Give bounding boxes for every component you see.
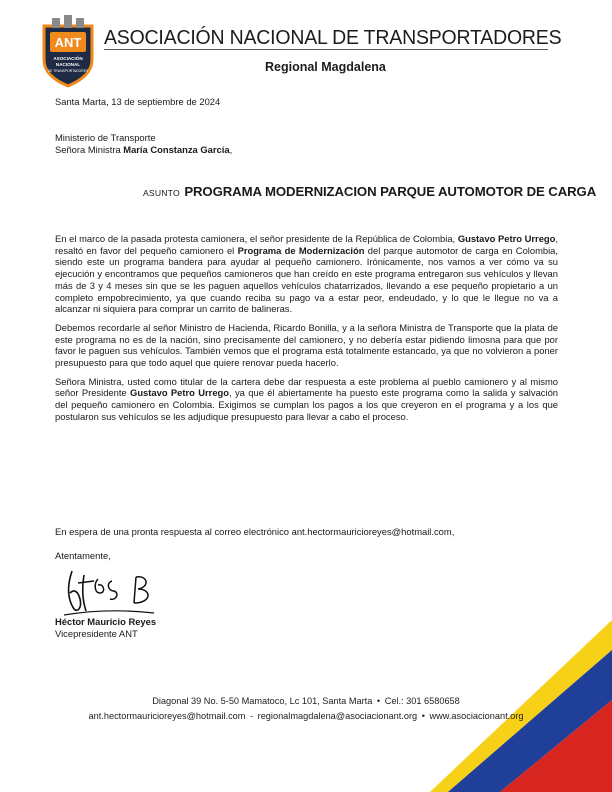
footer-email-2[interactable]: regionalmagdalena@asociacionant.org	[257, 711, 418, 721]
paragraph-1	[55, 233, 558, 315]
footer-line-2	[0, 709, 612, 724]
subject-label: ASUNTO	[143, 188, 180, 198]
header-rule	[104, 49, 548, 50]
signer-role: Vicepresidente ANT	[55, 627, 138, 639]
recipient-suffix: ,	[229, 143, 233, 155]
region-title: Regional Magdalena	[265, 60, 386, 74]
letter-body	[55, 233, 558, 430]
letter-date: Santa Marta, 13 de septiembre de 2024	[55, 96, 221, 107]
p3-text-c: , ya que él abiertamente ha puesto este programa como la salida y salvación del pequeño camionero en Colombia. Exigimos se cumplan los pagos a los que creyeron en el programa y a los que postularon sus vehículos se les adjudique presupuesto para llevar a cabo el proceso.	[55, 387, 558, 422]
signer-name: Héctor Mauricio Reyes	[55, 616, 157, 627]
logo-text-2: NACIONAL	[55, 62, 81, 67]
regards-line: Atentamente,	[55, 550, 111, 561]
footer-separator: -	[250, 711, 254, 721]
p1-president-name: Gustavo Petro Urrego	[457, 233, 556, 244]
association-logo	[40, 14, 96, 88]
footer-phone: Cel.: 301 6580658	[384, 696, 460, 706]
logo-mark: ANT	[54, 35, 82, 50]
p1-text-e: del parque automotor de carga en Colombia, siendo este un programa bandera para ayudar al pequeño camionero. Irónicamente, nos vamos a ver cómo va su ejecución y encontramos que pequeños camioneros que han creído en este programa entregaron sus vehículos y llevan más de 3 y 4 meses sin que se les paguen aquellos vehículos chatarrizados, llevando a ese pequeño propietario a un completo empobrecimiento, ya que cuando reciba su pago va a estar peor, endeudado, y lo que le llegue no va a alcanzar ni siquiera para comprar un carrito de balineras.	[55, 244, 558, 315]
closing-line: En espera de una pronta respuesta al correo electrónico ant.hectormauricioreyes@hotmail.com,	[55, 526, 455, 537]
p1-text-c: , resaltó en favor del pequeño camionero el	[55, 233, 558, 256]
recipient-prefix: Señora Ministra	[55, 143, 124, 155]
p1-program-name: Programa de Modernización	[237, 244, 365, 256]
p1-text-a: En el marco de la pasada protesta camionera, el señor presidente de la República de Colombia,	[55, 233, 458, 244]
p3-text-a: Señora Ministra, usted como titular de la cartera debe dar respuesta a este problema al pueblo camionero y al mismo señor Presidente	[55, 375, 558, 399]
footer-line-1	[0, 694, 612, 709]
recipient-line2	[55, 144, 232, 156]
handwritten-signature	[58, 563, 168, 619]
footer-website[interactable]: www.asociacionant.org	[429, 711, 524, 721]
recipient-name: María Constanza García	[123, 143, 230, 155]
footer-separator: •	[421, 711, 425, 721]
footer-email-1[interactable]: ant.hectormauricioreyes@hotmail.com	[88, 711, 246, 721]
footer-address: Diagonal 39 No. 5-50 Mamatoco, Lc 101, Santa Marta	[152, 696, 373, 706]
paragraph-3	[55, 376, 558, 423]
subject-title: PROGRAMA MODERNIZACION PARQUE AUTOMOTOR DE CARGA	[184, 184, 597, 199]
recipient-block	[55, 132, 232, 155]
logo-text-1: ASOCIACIÓN	[53, 56, 83, 61]
signer-block	[55, 616, 156, 639]
p3-president-name: Gustavo Petro Urrego	[130, 387, 229, 399]
organization-title: ASOCIACIÓN NACIONAL DE TRANSPORTADORES	[104, 26, 562, 49]
subject-line	[143, 183, 596, 201]
footer	[0, 694, 612, 724]
footer-separator: •	[376, 696, 381, 706]
paragraph-2: Debemos recordarle al señor Ministro de Hacienda, Ricardo Bonilla, y a la señora Ministra de Transporte que la plata de este programa no es de la nación, sino precisamente del camionero, y no debería estar pidiendo limosna para que por favor le paguen sus vehículos. También vemos que el programa está totalmente estancado, ya que no volvieron a poner presupuesto para que todo aquel que quiere renovar pueda hacerlo.	[55, 321, 558, 369]
recipient-line1: Ministerio de Transporte	[55, 132, 156, 143]
logo-text-3: DE TRANSPORTADORES	[47, 69, 89, 73]
